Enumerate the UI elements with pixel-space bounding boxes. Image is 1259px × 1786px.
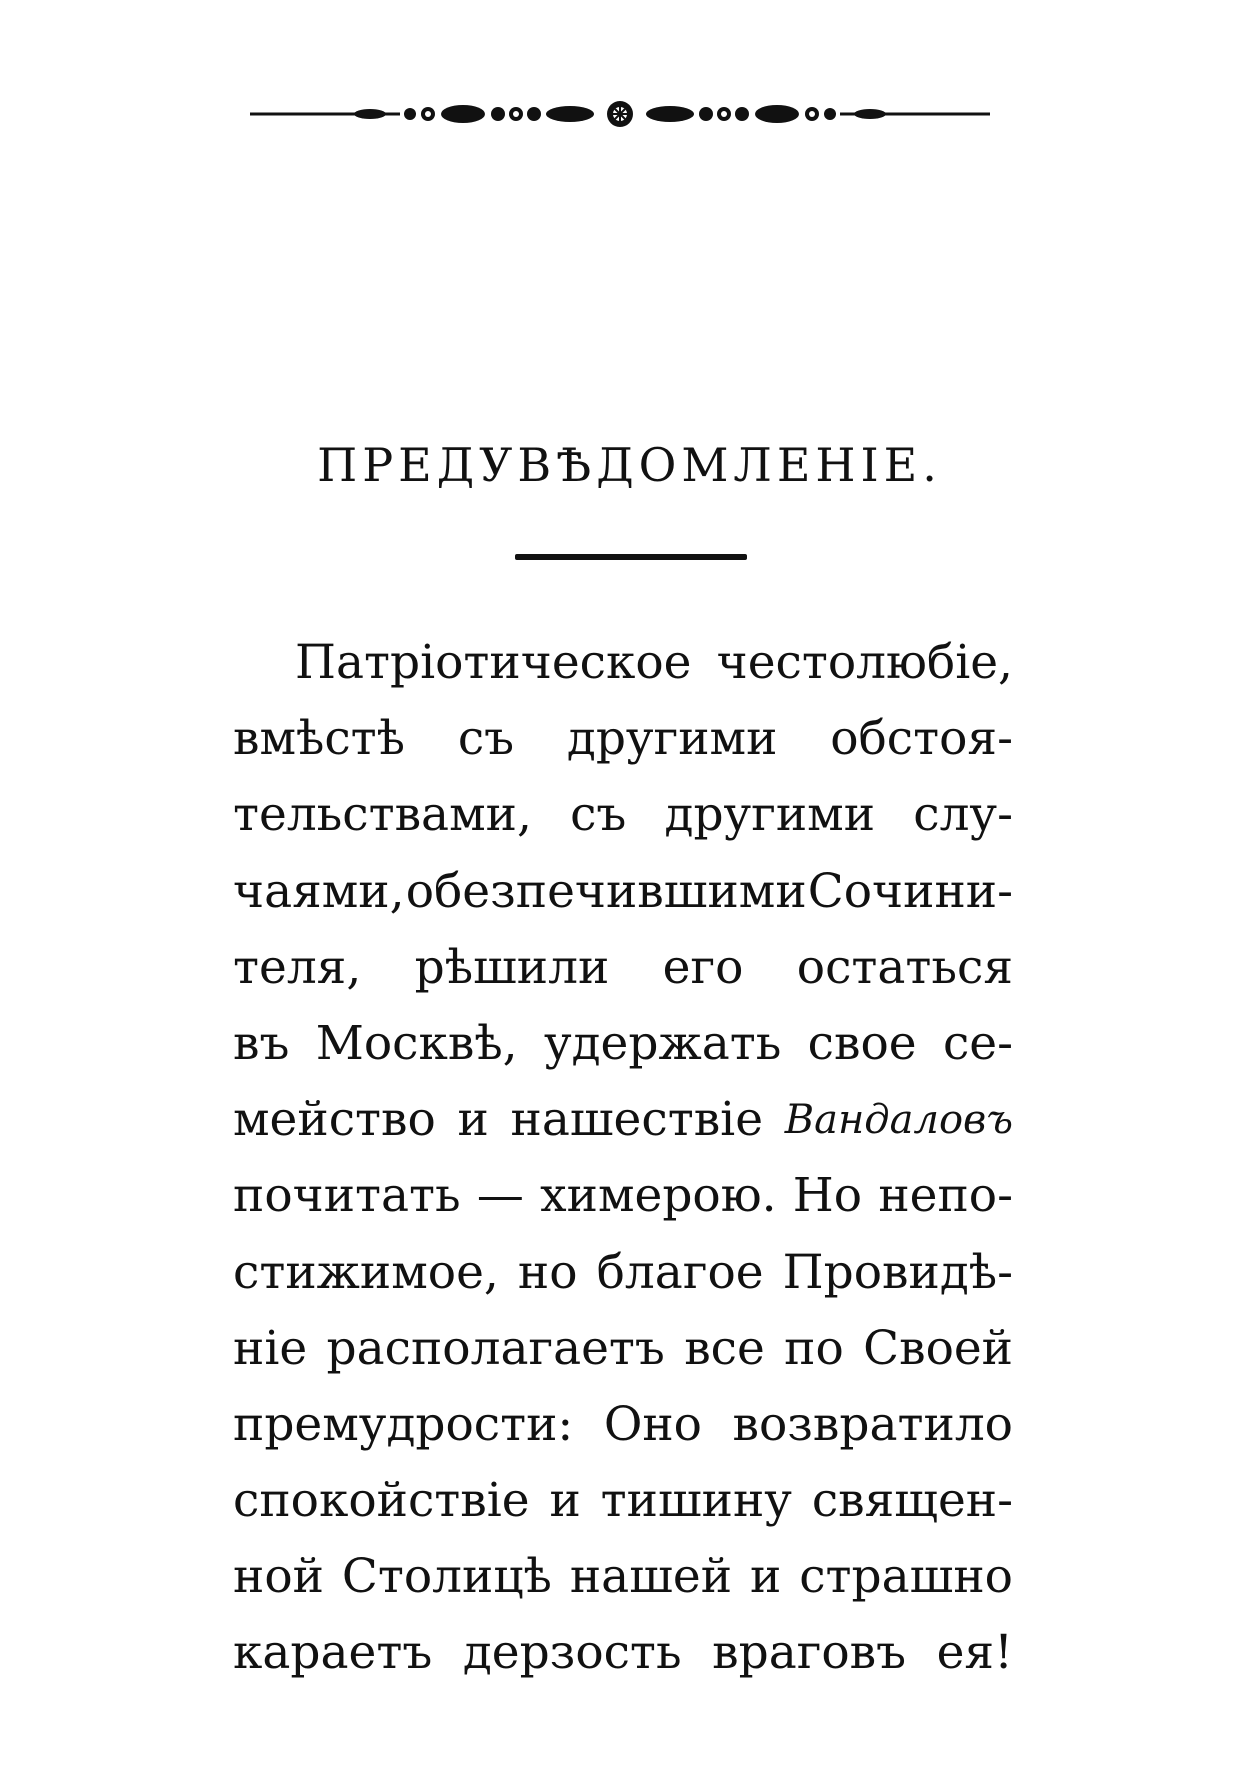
- word: остаться: [796, 939, 1013, 995]
- text-line: [233, 854, 1013, 930]
- word: нашествіе: [510, 1092, 764, 1148]
- word: се-: [942, 1015, 1013, 1071]
- text-line: [233, 1539, 1013, 1615]
- word: нашей: [569, 1549, 733, 1605]
- word: ніе: [233, 1320, 308, 1376]
- word: по: [784, 1320, 844, 1376]
- word: и: [749, 1549, 782, 1605]
- word: съ: [570, 787, 627, 843]
- text-line: [233, 701, 1013, 777]
- emphasized-word: Вандаловъ: [784, 1097, 1013, 1144]
- word: Провидѣ-: [782, 1244, 1013, 1300]
- text-line: [233, 1387, 1013, 1463]
- word: Москвѣ,: [315, 1015, 518, 1071]
- word: и: [457, 1092, 489, 1148]
- word: все: [684, 1320, 765, 1376]
- word: удержать: [543, 1015, 782, 1071]
- word: другими: [566, 711, 778, 767]
- word: ея!: [936, 1625, 1013, 1681]
- word: его: [662, 939, 744, 995]
- text-line: [233, 625, 1013, 701]
- word: честолюбіе,: [716, 635, 1013, 690]
- word: рѣшили: [414, 939, 610, 995]
- word: Патріотическое: [295, 635, 692, 690]
- word: вмѣстѣ: [233, 711, 406, 767]
- word: располагаетъ: [326, 1320, 665, 1376]
- word: ной: [233, 1549, 324, 1605]
- word: другими: [664, 787, 876, 843]
- word: теля,: [233, 939, 362, 995]
- word: обстоя-: [830, 711, 1013, 767]
- word: мейство: [233, 1092, 436, 1148]
- word: премудрости:: [233, 1396, 574, 1452]
- word: дерзость: [462, 1625, 682, 1681]
- word: въ: [233, 1015, 290, 1071]
- word: Своей: [863, 1320, 1013, 1376]
- text-line: [233, 930, 1013, 1006]
- word: Но: [792, 1168, 863, 1224]
- text-line: [233, 1158, 1013, 1234]
- word: стижимое,: [233, 1244, 499, 1300]
- ornamental-divider: [250, 96, 990, 132]
- word: и: [549, 1473, 581, 1529]
- word: враговъ: [712, 1625, 906, 1681]
- body-paragraph: [233, 625, 1013, 1692]
- word: химерою.: [540, 1168, 777, 1224]
- word: —: [476, 1168, 524, 1224]
- word: непо-: [878, 1168, 1013, 1224]
- word: спокойствіе: [233, 1473, 530, 1529]
- text-line: [233, 1082, 1013, 1158]
- word: тельствами,: [233, 787, 532, 843]
- word: Столицѣ: [341, 1549, 552, 1605]
- text-line: [233, 1463, 1013, 1539]
- text-line: [233, 1311, 1013, 1387]
- word: обезпечившими: [405, 863, 807, 919]
- word: чаями,: [233, 863, 405, 919]
- word: священ-: [811, 1473, 1013, 1529]
- word: тишину: [600, 1473, 792, 1529]
- word: Сочини-: [807, 863, 1013, 919]
- word: благое: [596, 1244, 764, 1300]
- word: слу-: [913, 787, 1013, 843]
- text-line: [233, 1615, 1013, 1691]
- word: свое: [807, 1015, 917, 1071]
- word: съ: [457, 711, 515, 767]
- text-line: [233, 1006, 1013, 1082]
- text-line: [233, 1235, 1013, 1311]
- page-title: ПРЕДУВѢДОМЛЕНІЕ.: [317, 438, 942, 492]
- word: возвратило: [732, 1396, 1013, 1452]
- word: караетъ: [233, 1625, 433, 1681]
- word: почитать: [233, 1168, 461, 1224]
- text-line: [233, 777, 1013, 853]
- title-rule: [515, 554, 747, 560]
- word: но: [517, 1244, 578, 1300]
- word: страшно: [799, 1549, 1013, 1605]
- word: Оно: [603, 1396, 702, 1452]
